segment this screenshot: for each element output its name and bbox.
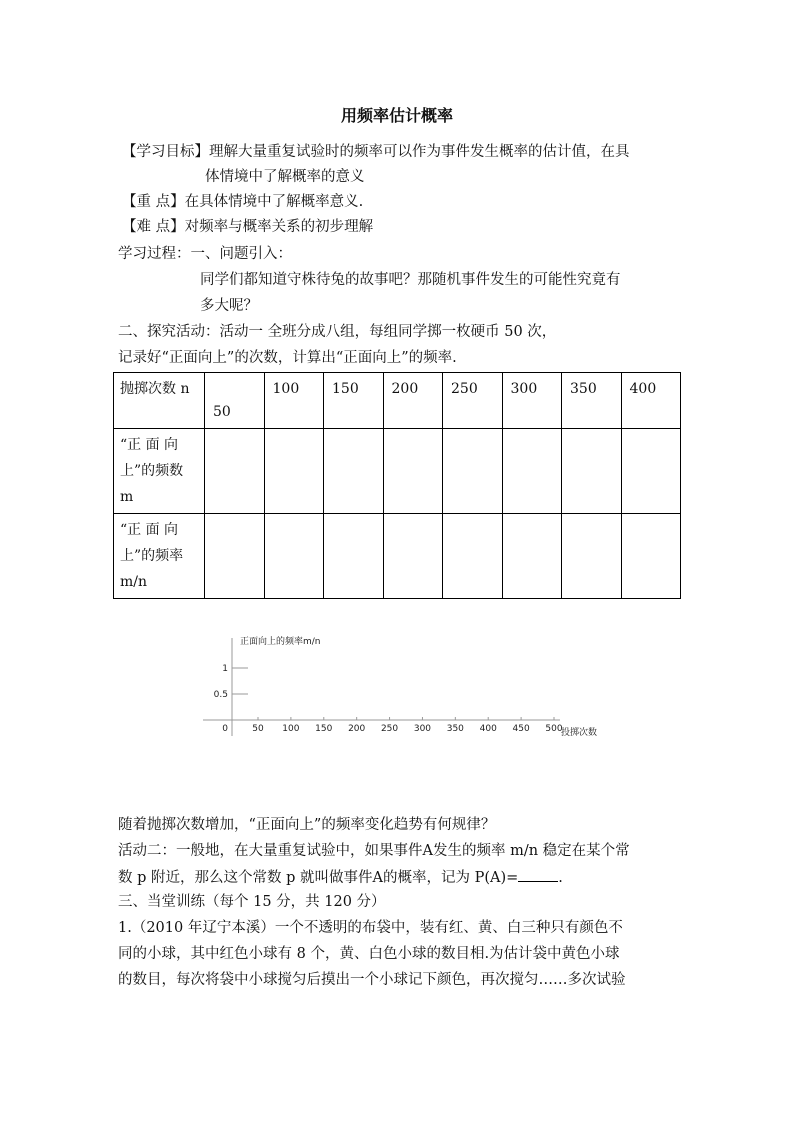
row-label-frequency: “正 面 向 上”的频率 m/n: [114, 514, 205, 599]
x-tick-label: 400: [479, 724, 497, 734]
x-tick-label: 150: [315, 724, 333, 734]
table-cell[interactable]: [502, 429, 562, 514]
table-cell[interactable]: [324, 429, 384, 514]
goal-label: 【学习目标】: [122, 144, 209, 160]
table-cell[interactable]: [264, 514, 324, 599]
table-header-cell: 250: [443, 373, 503, 429]
difficult-label: 【难 点】: [122, 219, 185, 235]
x-tick-label: 500: [545, 724, 563, 734]
x-tick-label: 300: [413, 724, 432, 734]
table-header-cell: 100: [264, 373, 324, 429]
page-title: 用频率估计概率: [340, 106, 453, 125]
table-cell[interactable]: [443, 429, 503, 514]
x-axis-label: 投掷次数: [561, 728, 598, 738]
table-header-cell: 400: [621, 373, 681, 429]
explore-activity-continued: 记录好“正面向上”的次数，计算出“正面向上”的频率.: [118, 350, 457, 366]
x-tick-label: 50: [252, 724, 264, 734]
process-heading: 学习过程：一、问题引入：: [118, 246, 292, 262]
intro-text: 同学们都知道守株待兔的故事吧？那随机事件发生的可能性究竟有: [200, 272, 621, 288]
table-cell[interactable]: [621, 429, 681, 514]
table-cell[interactable]: [562, 514, 622, 599]
x-tick-label: 450: [512, 724, 530, 734]
activity-two-continued: 数 p 附近，那么这个常数 p 就叫做事件A的概率，记为 P(A)= .: [118, 867, 563, 888]
table-header-cell: 150: [324, 373, 384, 429]
x-tick-label: 200: [348, 724, 366, 734]
question-1-continued: 的数目，每次将袋中小球搅匀后摸出一个小球记下颜色，再次搅匀……多次试验: [118, 972, 626, 988]
x-tick-label: 100: [282, 724, 300, 734]
difficult-point: [122, 217, 373, 237]
y-axis-label: 正面向上的频率m/n: [240, 637, 321, 647]
table-header-cell: 350: [562, 373, 622, 429]
frequency-chart: [195, 628, 620, 740]
table-row: [114, 373, 681, 429]
activity-two: 活动二：一般地，在大量重复试验中，如果事件A发生的频率 m/n 稳定在某个常: [118, 843, 630, 859]
table-header-cell: 200: [383, 373, 443, 429]
question-1-continued: 同的小球，其中红色小球有 8 个，黄、白色小球的数目相.为估计袋中黄色小球: [118, 946, 620, 962]
intro-text-continued: 多大呢？: [200, 298, 258, 314]
question-1: 1.（2010 年辽宁本溪）一个不透明的布袋中，装有红、黄、白三种只有颜色不: [118, 920, 623, 936]
table-cell[interactable]: [502, 514, 562, 599]
y-tick-label: 1: [222, 664, 228, 674]
table-cell[interactable]: [621, 514, 681, 599]
row-label-count: “正 面 向 上”的频数 m: [114, 429, 205, 514]
table-header-cell: 抛掷次数 n: [114, 373, 205, 429]
table-header-cell: 300: [502, 373, 562, 429]
table-cell[interactable]: [443, 514, 503, 599]
training-heading: 三、当堂训练（每个 15 分，共 120 分）: [118, 894, 386, 910]
explore-activity: 二、探究活动：活动一 全班分成八组，每组同学掷一枚硬币 50 次，: [118, 324, 557, 340]
goal-text: 理解大量重复试验时的频率可以作为事件发生概率的估计值，在具: [209, 144, 630, 160]
table-row: [114, 429, 681, 514]
frequency-table: [113, 372, 681, 599]
trend-question: 随着抛掷次数增加，“正面向上”的频率变化趋势有何规律？: [118, 817, 496, 833]
table-cell[interactable]: [562, 429, 622, 514]
table-cell[interactable]: [383, 514, 443, 599]
origin-label: 0: [222, 724, 228, 734]
key-label: 【重 点】: [122, 194, 185, 210]
x-tick-label: 250: [380, 724, 399, 734]
table-row: [114, 514, 681, 599]
y-tick-label: 0.5: [213, 690, 228, 700]
table-cell[interactable]: [205, 429, 265, 514]
key-text: 在具体情境中了解概率意义.: [184, 194, 364, 210]
table-cell[interactable]: [324, 514, 384, 599]
x-tick-label: 350: [446, 724, 464, 734]
learning-goal: [122, 142, 630, 162]
goal-text-continued: 体情境中了解概率的意义: [205, 169, 365, 185]
table-cell[interactable]: [383, 429, 443, 514]
table-cell[interactable]: [205, 514, 265, 599]
difficult-text: 对频率与概率关系的初步理解: [184, 219, 374, 235]
key-point: [122, 192, 363, 212]
table-cell[interactable]: [264, 429, 324, 514]
answer-blank[interactable]: [518, 867, 558, 882]
table-header-cell: 50: [205, 373, 265, 429]
